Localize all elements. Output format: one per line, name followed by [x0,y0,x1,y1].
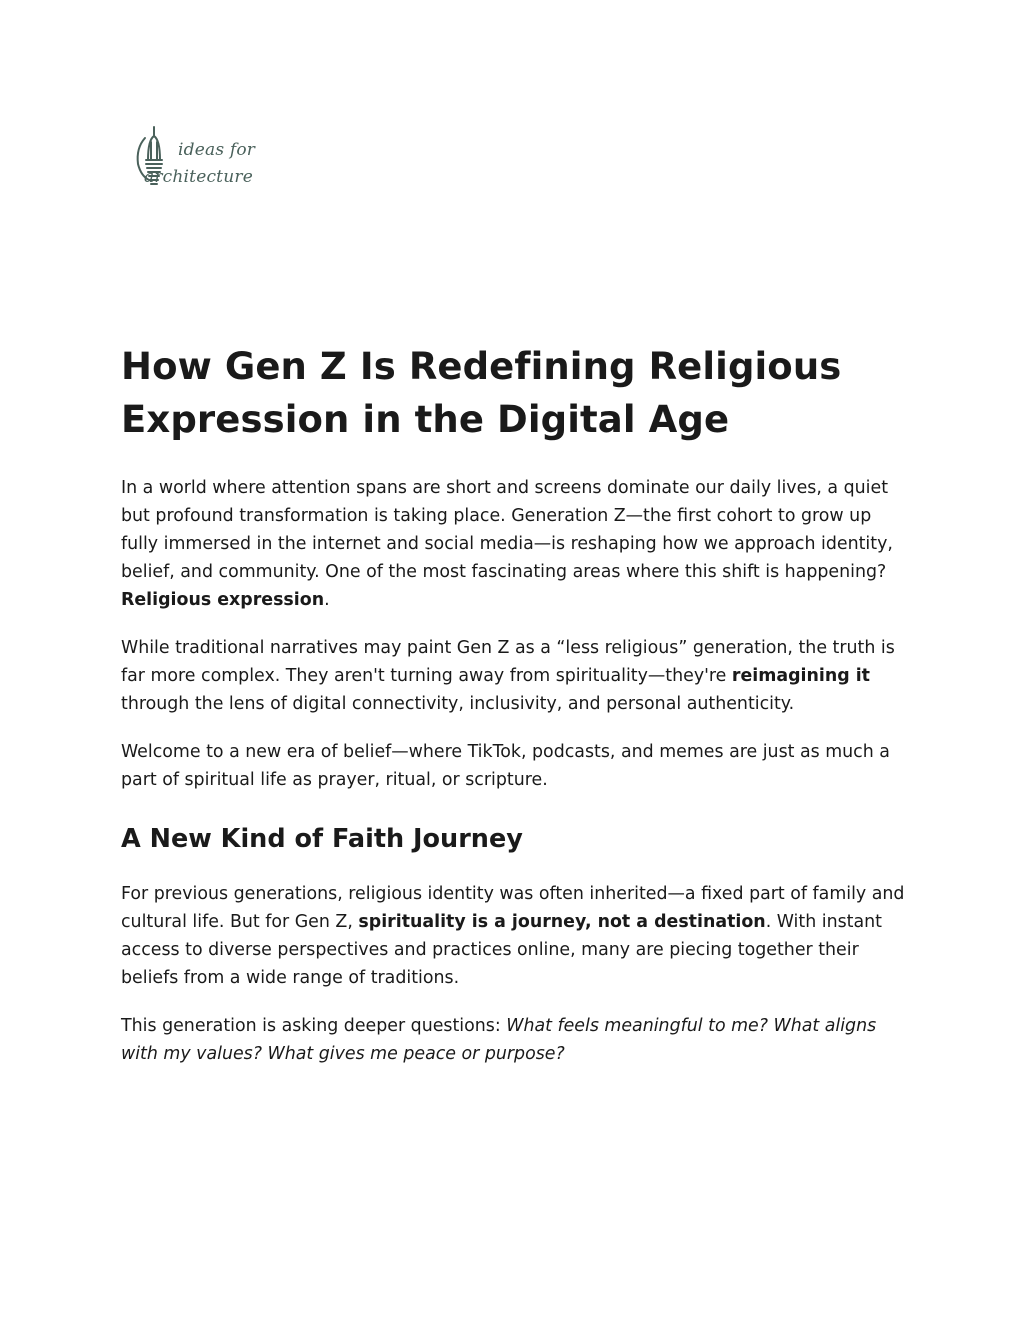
intro-paragraph-3: Welcome to a new era of belief—where TikTok, podcasts, and memes are just as much a part of spiritual life as prayer, ritual, or scripture. [121,742,890,790]
section-p1-end: . With instant access to diverse perspectives and practices online, many are piecing together their beliefs from a wide range of traditions. [121,912,882,988]
tower-icon [134,124,174,200]
intro-p2-end: through the lens of digital connectivity, inclusivity, and personal authenticity. [121,694,795,714]
intro-p2-text: While traditional narratives may paint Gen Z as a “less religious” generation, the truth is far more complex. They aren't turning away from spirituality—they're [121,638,895,686]
section-p1-text: For previous generations, religious identity was often inherited—a fixed part of family and cultural life. But for Gen Z, [121,884,905,932]
logo-line-2: architecture [144,167,253,187]
section-heading: A New Kind of Faith Journey [121,824,523,854]
section-p2-text: This generation is asking deeper questions: [121,1016,507,1036]
intro-paragraph-1 [121,474,911,614]
intro-p1-end: . [324,590,330,610]
intro-p1-bold: Religious expression [121,590,325,610]
intro-p1-text: In a world where attention spans are short and screens dominate our daily lives, a quiet but profound transformation is taking place. Generation Z—the first cohort to grow up fully immersed in the internet and social media—is reshaping how we approach identity, belief, and community. One of the most fascinating areas where this shift is happening? [121,478,893,582]
article [121,340,911,1088]
section-paragraph-1 [121,880,911,992]
section-p2-italic: What feels meaningful to me? What aligns with my values? What gives me peace or purpose? [121,1016,877,1064]
article-title: How Gen Z Is Redefining Religious Expression in the Digital Age [121,345,842,441]
section-p1-bold: spirituality is a journey, not a destination [358,912,766,932]
logo-line-1: ideas for [178,140,256,160]
intro-p2-bold: reimagining it [731,666,870,686]
brand-logo [134,124,270,200]
intro-paragraph-2 [121,634,911,718]
section-paragraph-2 [121,1012,911,1068]
